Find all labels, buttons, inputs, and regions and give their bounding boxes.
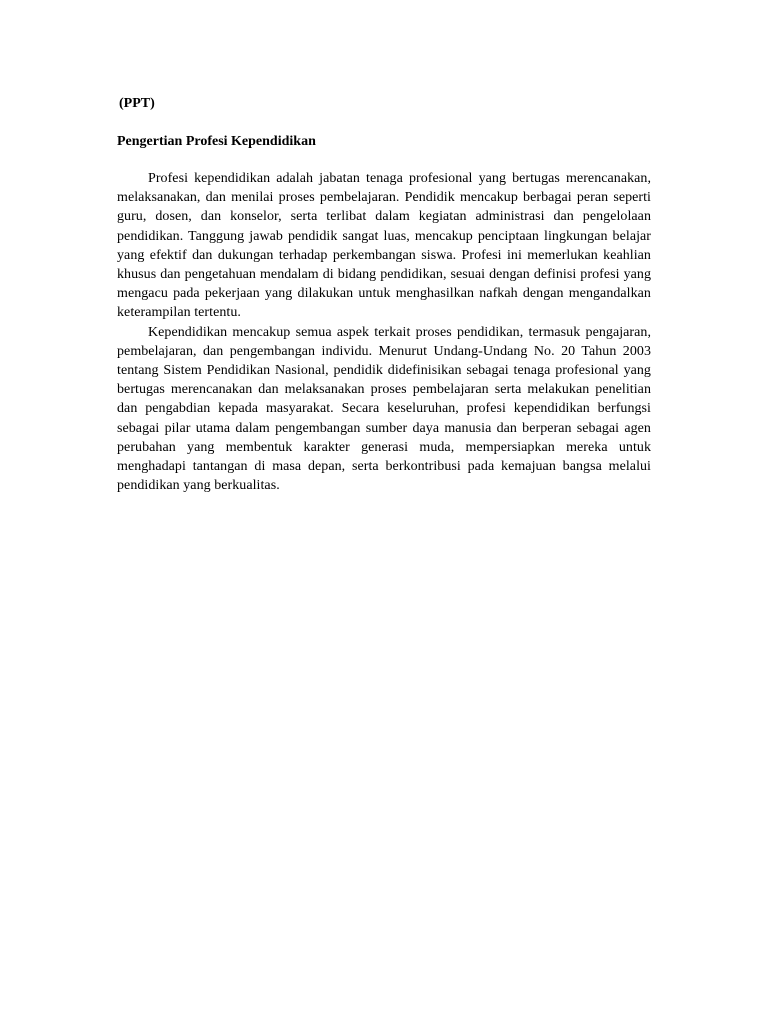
document-body bbox=[117, 94, 651, 495]
document-label: (PPT) bbox=[119, 96, 155, 111]
paragraph-1: Profesi kependidikan adalah jabatan tenaga profesional yang bertugas merencanakan, melaksanakan, dan menilai proses pembelajaran. Pendidik mencakup berbagai peran seperti guru, dosen, dan konselor, serta terlibat dalam kegiatan administrasi dan pengelolaan pendidikan. Tanggung jawab pendidik sangat luas, mencakup penciptaan lingkungan belajar yang efektif dan dukungan terhadap perkembangan siswa. Profesi ini memerlukan keahlian khusus dan pengetahuan mendalam di bidang pendidikan, sesuai dengan definisi profesi yang mengacu pada pekerjaan yang dilakukan untuk menghasilkan nafkah dengan mengandalkan keterampilan tertentu. bbox=[117, 171, 651, 321]
document-title: Pengertian Profesi Kependidikan bbox=[117, 134, 316, 149]
paragraph-2: Kependidikan mencakup semua aspek terkait proses pendidikan, termasuk pengajaran, pembelajaran, dan pengembangan individu. Menurut Undang-Undang No. 20 Tahun 2003 tentang Sistem Pendidikan Nasional, pendidik didefinisikan sebagai tenaga profesional yang bertugas merencanakan dan melaksanakan proses pembelajaran serta melakukan penelitian dan pengabdian kepada masyarakat. Secara keseluruhan, profesi kependidikan berfungsi sebagai pilar utama dalam pengembangan sumber daya manusia dan berperan sebagai agen perubahan yang membentuk karakter generasi muda, mempersiapkan mereka untuk menghadapi tantangan di masa depan, serta berkontribusi pada kemajuan bangsa melalui pendidikan yang berkualitas. bbox=[117, 324, 651, 494]
